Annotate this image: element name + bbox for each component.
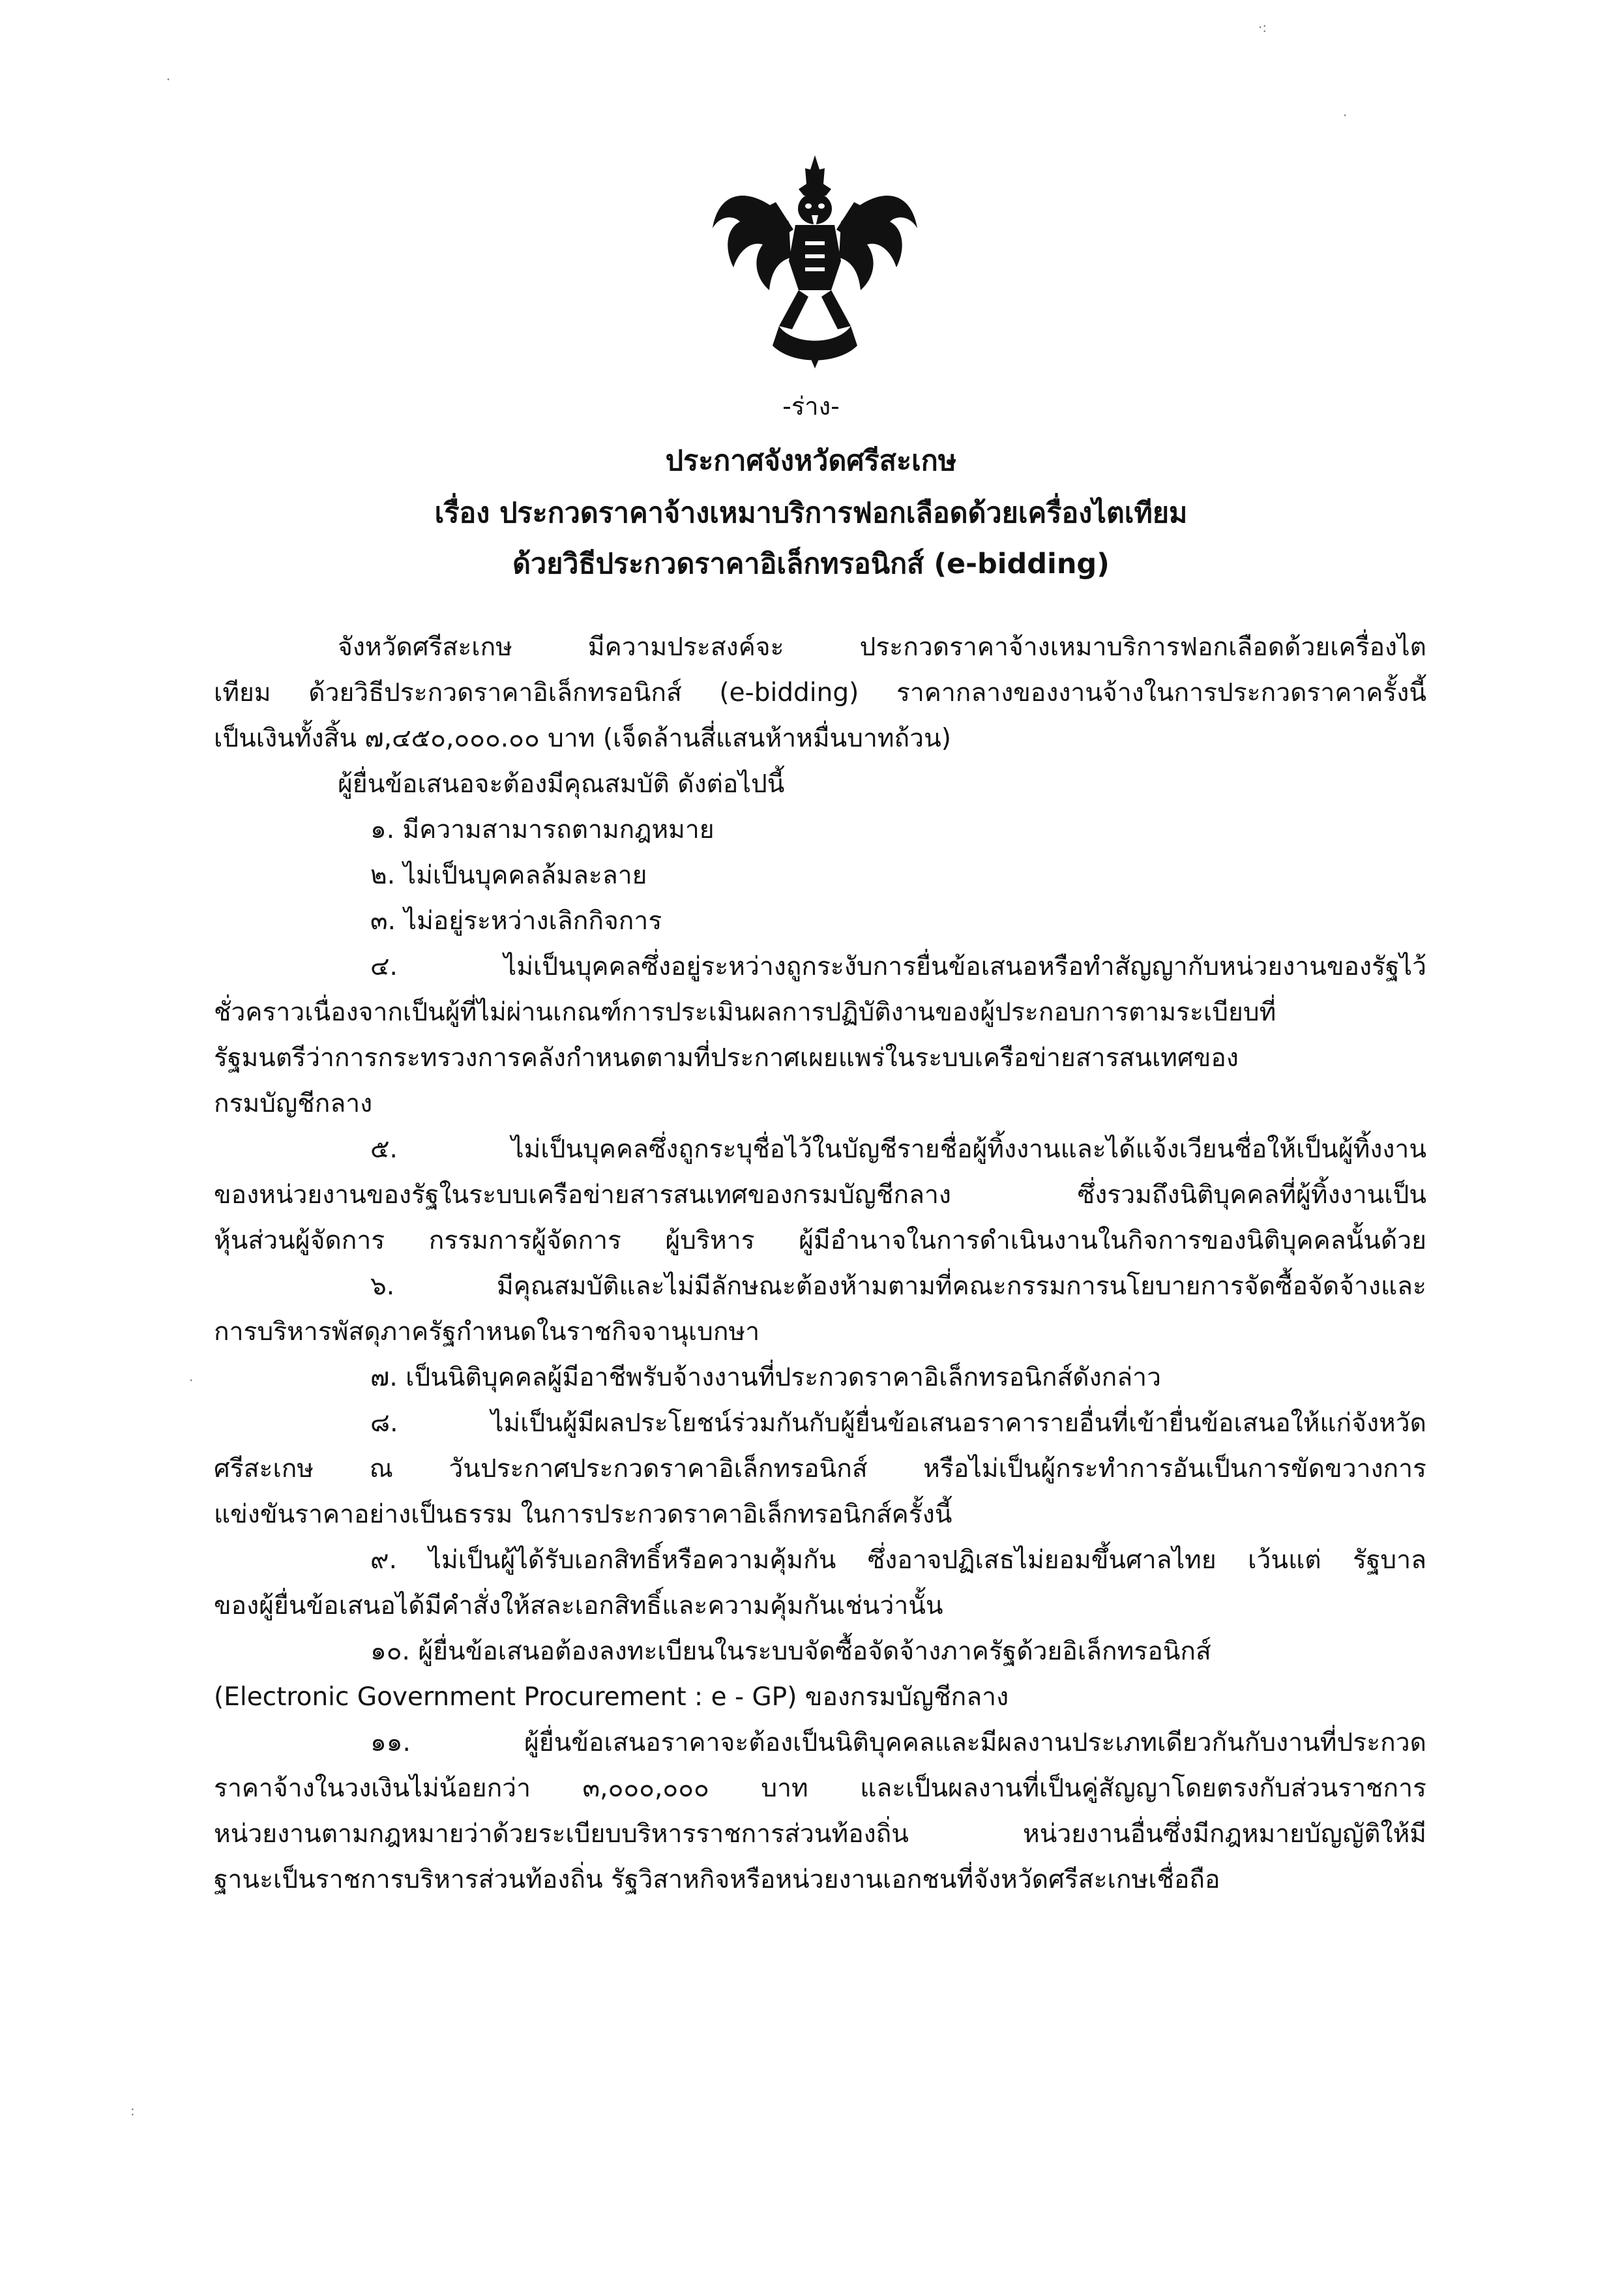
qualification-item: ๓. ไม่อยู่ระหว่างเลิกกิจการ — [370, 906, 662, 936]
scan-speck: · — [189, 1373, 194, 1388]
announcement-method: ด้วยวิธีประกวดราคาอิเล็กทรอนิกส์ (e-bidding) — [512, 548, 1110, 580]
body-line: หุ้นส่วนผู้จัดการ กรรมการผู้จัดการ ผู้บริหาร ผู้มีอำนาจในการดำเนินงานในกิจการของนิติบุคคลนั้นด้วย — [214, 1226, 1426, 1255]
announcement-body — [214, 625, 1426, 1903]
body-line: เทียม ด้วยวิธีประกวดราคาอิเล็กทรอนิกส์ (e-bidding) ราคากลางของงานจ้างในการประกวดราคาครั้งนี้ — [214, 678, 1426, 708]
body-line: ชั่วคราวเนื่องจากเป็นผู้ที่ไม่ผ่านเกณฑ์การประเมินผลการปฏิบัติงานของผู้ประกอบการตามระเบียบที่ — [214, 998, 1276, 1027]
announcement-subject: เรื่อง ประกวดราคาจ้างเหมาบริการฟอกเลือดด้วยเครื่องไตเทียม — [434, 497, 1188, 529]
body-line: ของผู้ยื่นข้อเสนอได้มีคำสั่งให้สละเอกสิทธิ์และความคุ้มกันเช่นว่านั้น — [214, 1591, 943, 1620]
qualification-item: ๗. เป็นนิติบุคคลผู้มีอาชีพรับจ้างงานที่ประกวดราคาอิเล็กทรอนิกส์ดังกล่าว — [370, 1363, 1161, 1392]
qualification-item: ๘. ไม่เป็นผู้มีผลประโยชน์ร่วมกันกับผู้ยื่นข้อเสนอราคารายอื่นที่เข้ายื่นข้อเสนอให้แก่จังหวัด — [370, 1409, 1426, 1438]
body-line: การบริหารพัสดุภาครัฐกำหนดในราชกิจจานุเบกษา — [214, 1317, 760, 1347]
body-line: ราคาจ้างในวงเงินไม่น้อยกว่า ๓,๐๐๐,๐๐๐ บาท และเป็นผลงานที่เป็นคู่สัญญาโดยตรงกับส่วนราชการ — [214, 1774, 1426, 1803]
body-line: ของหน่วยงานของรัฐในระบบเครือข่ายสารสนเทศของกรมบัญชีกลาง ซึ่งรวมถึงนิติบุคคลที่ผู้ทิ้งงานเป็น — [214, 1180, 1426, 1210]
scan-speck: : — [130, 2103, 135, 2119]
qualification-item: ๖. มีคุณสมบัติและไม่มีลักษณะต้องห้ามตามที่คณะกรรมการนโยบายการจัดซื้อจัดจ้างและ — [370, 1272, 1426, 1301]
scan-speck: · — [1343, 108, 1348, 123]
body-line: ศรีสะเกษ ณ วันประกาศประกวดราคาอิเล็กทรอนิกส์ หรือไม่เป็นผู้กระทำการอันเป็นการขัดขวางการ — [214, 1454, 1426, 1483]
draft-label: -ร่าง- — [782, 392, 840, 421]
body-line: หน่วยงานตามกฎหมายว่าด้วยระเบียบบริหารราชการส่วนท้องถิ่น หน่วยงานอื่นซึ่งมีกฎหมายบัญญัติให้มี — [214, 1819, 1426, 1849]
body-line: จังหวัดศรีสะเกษ มีความประสงค์จะ ประกวดราคาจ้างเหมาบริการฟอกเลือดด้วยเครื่องไต — [338, 633, 1426, 662]
body-line: กรมบัญชีกลาง — [214, 1089, 373, 1118]
qualification-item: ๑๐. ผู้ยื่นข้อเสนอต้องลงทะเบียนในระบบจัดซื้อจัดจ้างภาครัฐด้วยอิเล็กทรอนิกส์ — [370, 1637, 1211, 1666]
body-line: (Electronic Government Procurement : e - GP) ของกรมบัญชีกลาง — [214, 1682, 1009, 1712]
body-line: ผู้ยื่นข้อเสนอจะต้องมีคุณสมบัติ ดังต่อไปนี้ — [338, 769, 785, 799]
qualification-item: ๔. ไม่เป็นบุคคลซึ่งอยู่ระหว่างถูกระงับการยื่นข้อเสนอหรือทำสัญญากับหน่วยงานของรัฐไว้ — [370, 952, 1426, 981]
qualification-item: ๒. ไม่เป็นบุคคลล้มละลาย — [370, 861, 647, 890]
scan-speck: ·: — [1258, 20, 1267, 35]
qualification-item: ๑. มีความสามารถตามกฎหมาย — [370, 815, 715, 844]
qualification-item: ๕. ไม่เป็นบุคคลซึ่งถูกระบุชื่อไว้ในบัญชีรายชื่อผู้ทิ้งงานและได้แจ้งเวียนชื่อให้เป็นผู้ทิ้งงาน — [370, 1135, 1426, 1164]
qualification-item: ๑๑. ผู้ยื่นข้อเสนอราคาจะต้องเป็นนิติบุคคลและมีผลงานประเภทเดียวกันกับงานที่ประกวด — [370, 1728, 1426, 1757]
body-line: ฐานะเป็นราชการบริหารส่วนท้องถิ่น รัฐวิสาหกิจหรือหน่วยงานเอกชนที่จังหวัดศรีสะเกษเชื่อถือ — [214, 1865, 1220, 1894]
body-line: แข่งขันราคาอย่างเป็นธรรม ในการประกวดราคาอิเล็กทรอนิกส์ครั้งนี้ — [214, 1500, 952, 1529]
qualification-item: ๙. ไม่เป็นผู้ได้รับเอกสิทธิ์หรือความคุ้มกัน ซึ่งอาจปฏิเสธไม่ยอมขึ้นศาลไทย เว้นแต่ รัฐบาล — [370, 1545, 1426, 1575]
scan-speck: · — [166, 72, 171, 87]
announcement-title: ประกาศจังหวัดศรีสะเกษ — [665, 445, 957, 477]
body-line: รัฐมนตรีว่าการกระทรวงการคลังกำหนดตามที่ประกาศเผยแพร่ในระบบเครือข่ายสารสนเทศของ — [214, 1043, 1239, 1073]
body-line: เป็นเงินทั้งสิ้น ๗,๔๕๐,๐๐๐.๐๐ บาท (เจ็ดล้านสี่แสนห้าหมื่นบาทถ้วน) — [214, 724, 951, 753]
garuda-emblem-icon — [707, 150, 922, 372]
